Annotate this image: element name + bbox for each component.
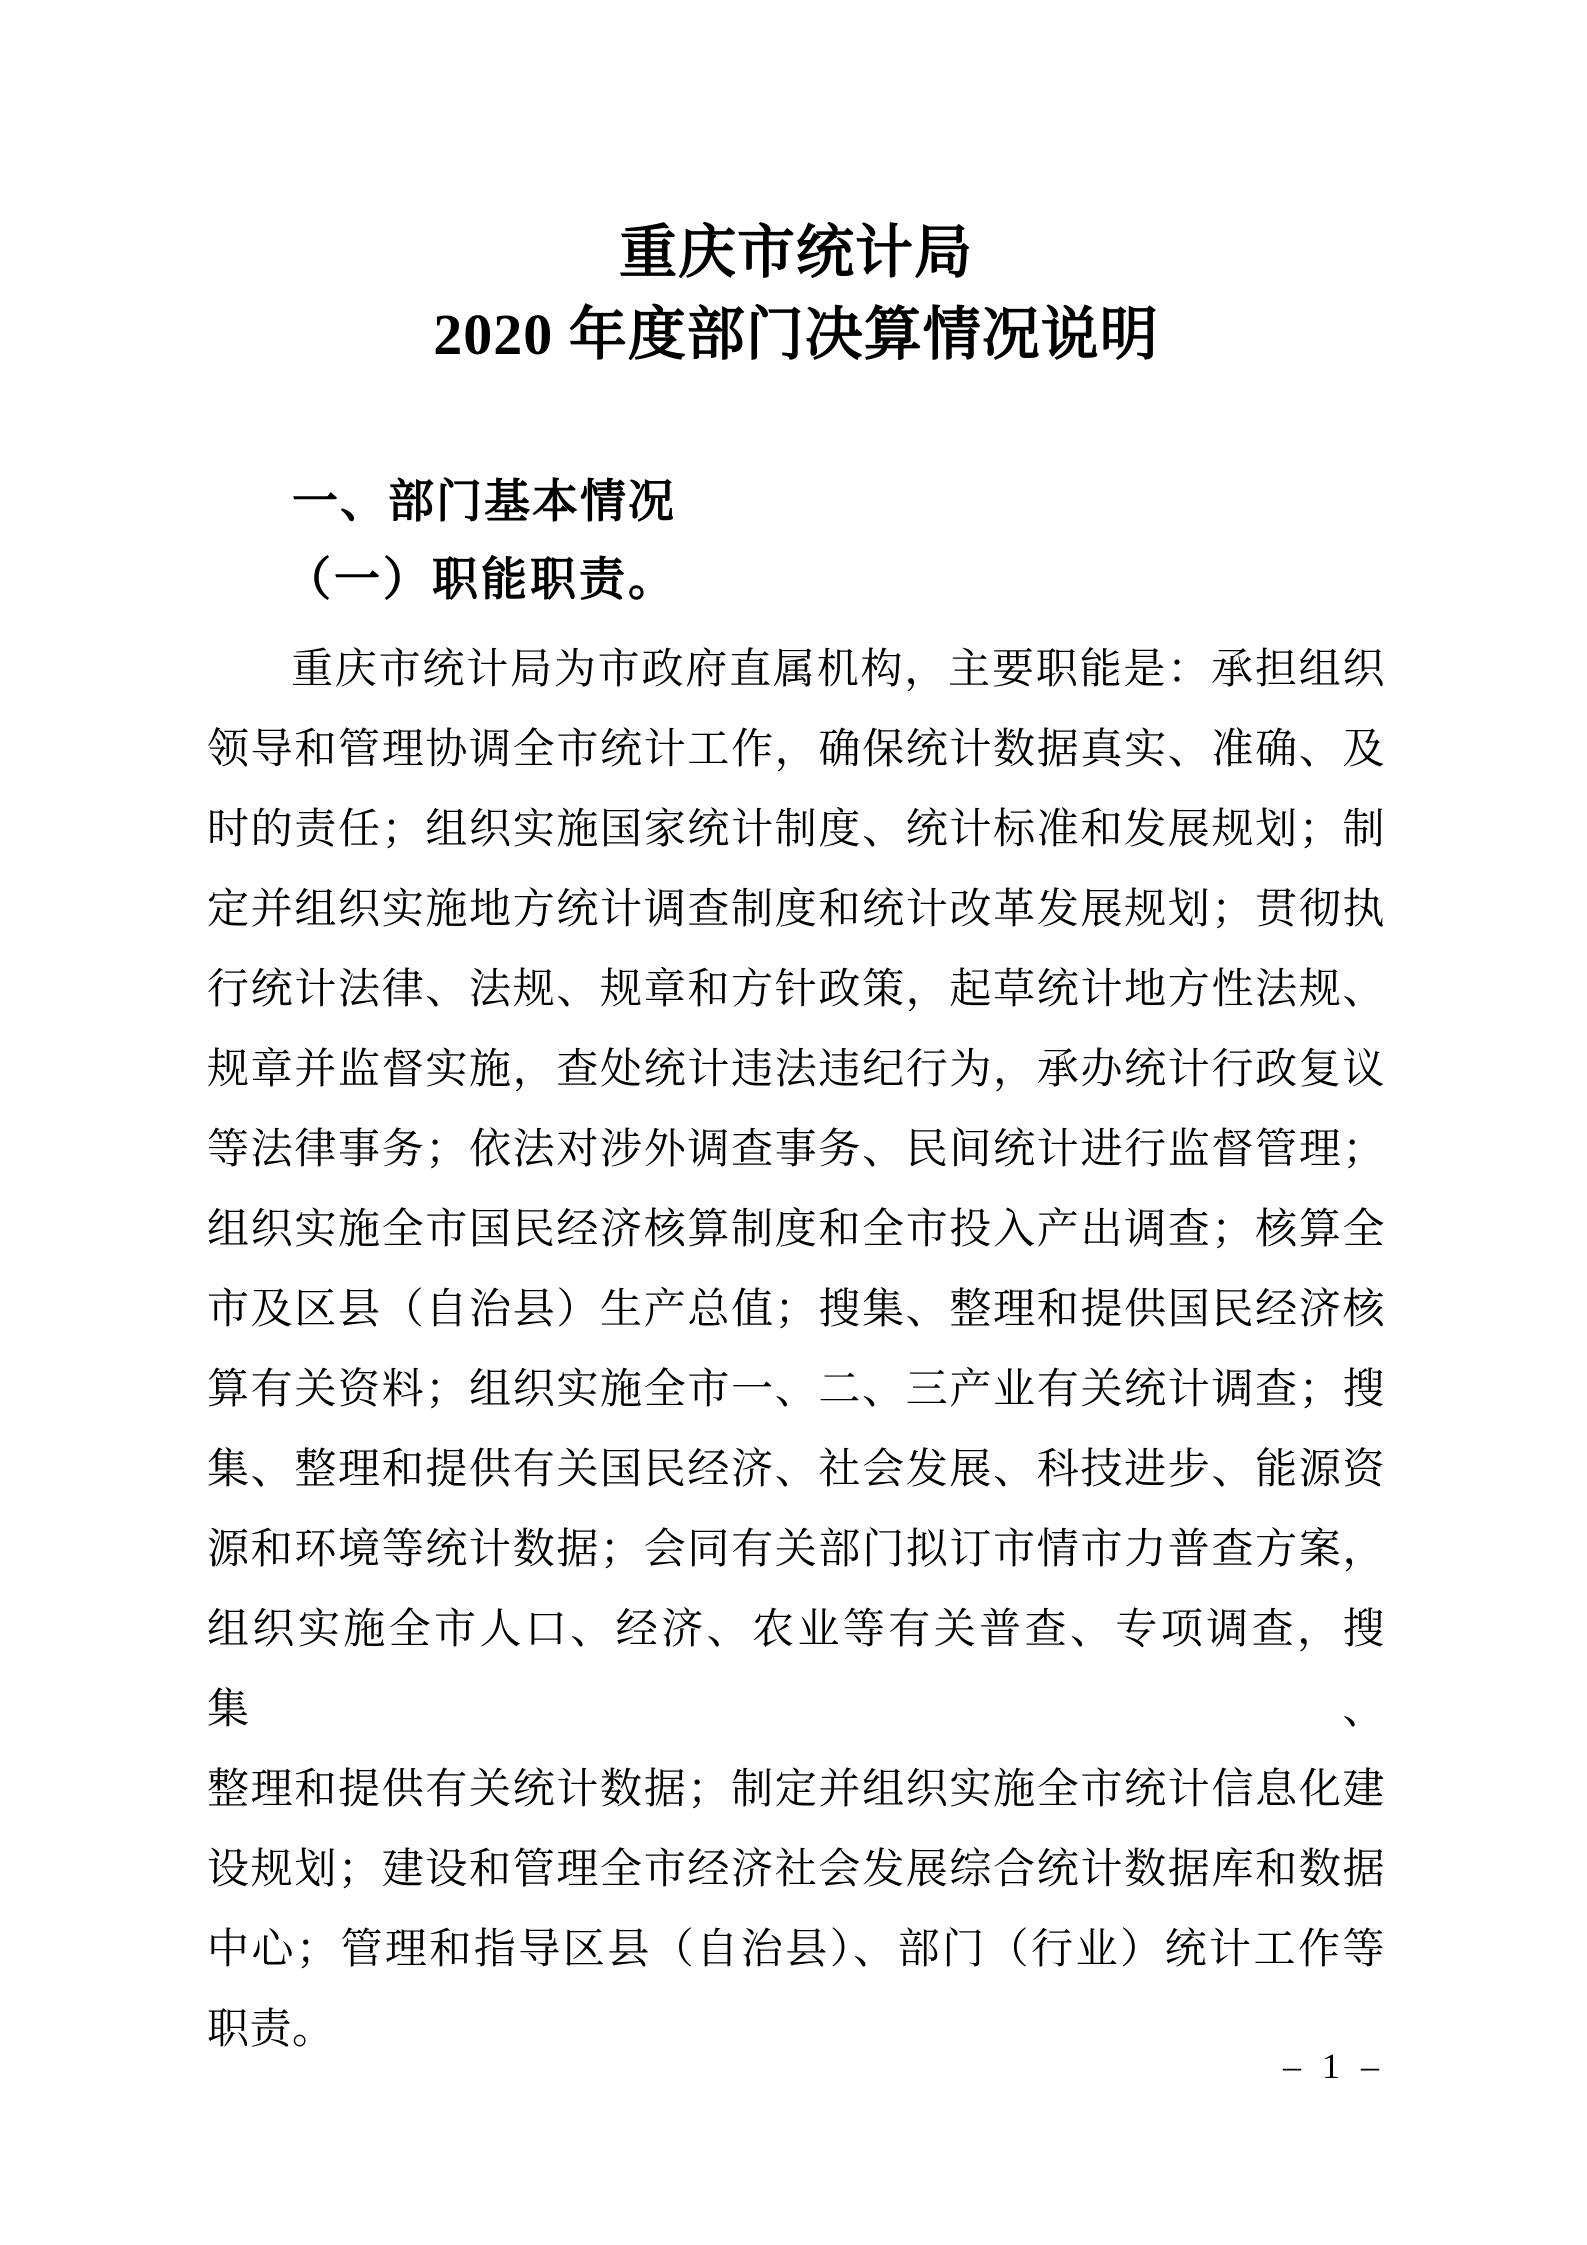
document-title-line1: 重庆市统计局 [618,220,973,285]
body-line: 规章并监督实施，查处统计违法违纪行为，承办统计行政复议 [207,1047,1385,1093]
body-line: 领导和管理协调全市统计工作，确保统计数据真实、准确、及 [207,727,1385,773]
body-line: 市及区县（自治县）生产总值；搜集、整理和提供国民经济核 [207,1287,1385,1333]
body-line: 行统计法律、法规、规章和方针政策，起草统计地方性法规、 [207,967,1385,1013]
section-heading-basic-info: 一、部门基本情况 [292,475,676,527]
body-line: 组织实施全市国民经济核算制度和全市投入产出调查；核算全 [207,1207,1385,1253]
body-line: 职责。 [207,2007,335,2053]
body-line: 重庆市统计局为市政府直属机构，主要职能是：承担组织 [291,647,1385,693]
body-line: 设规划；建设和管理全市经济社会发展综合统计数据库和数据 [207,1847,1385,1893]
paragraph-duties [207,630,1385,2070]
body-line: 等法律事务；依法对涉外调查事务、民间统计进行监督管理； [207,1127,1385,1173]
body-line: 源和环境等统计数据；会同有关部门拟订市情市力普查方案， [207,1527,1385,1573]
body-line: 整理和提供有关统计数据；制定并组织实施全市统计信息化建 [207,1767,1385,1813]
body-line: 算有关资料；组织实施全市一、二、三产业有关统计调查；搜 [207,1367,1385,1413]
page-number: – 1 – [1283,2046,1385,2086]
body-line: 组织实施全市人口、经济、农业等有关普查、专项调查，搜集、 [207,1607,1385,1733]
subsection-heading-duties: （一）职能职责。 [285,554,677,605]
body-line: 定并组织实施地方统计调查制度和统计改革发展规划；贯彻执 [207,887,1385,933]
document-title [207,212,1385,376]
body-line: 集、整理和提供有关国民经济、社会发展、科技进步、能源资 [207,1447,1385,1493]
body-line: 中心；管理和指导区县（自治县）、部门（行业）统计工作等 [207,1927,1385,1973]
body-line: 时的责任；组织实施国家统计制度、统计标准和发展规划；制 [207,807,1385,853]
document-title-line2: 2020 年度部门决算情况说明 [433,302,1159,367]
